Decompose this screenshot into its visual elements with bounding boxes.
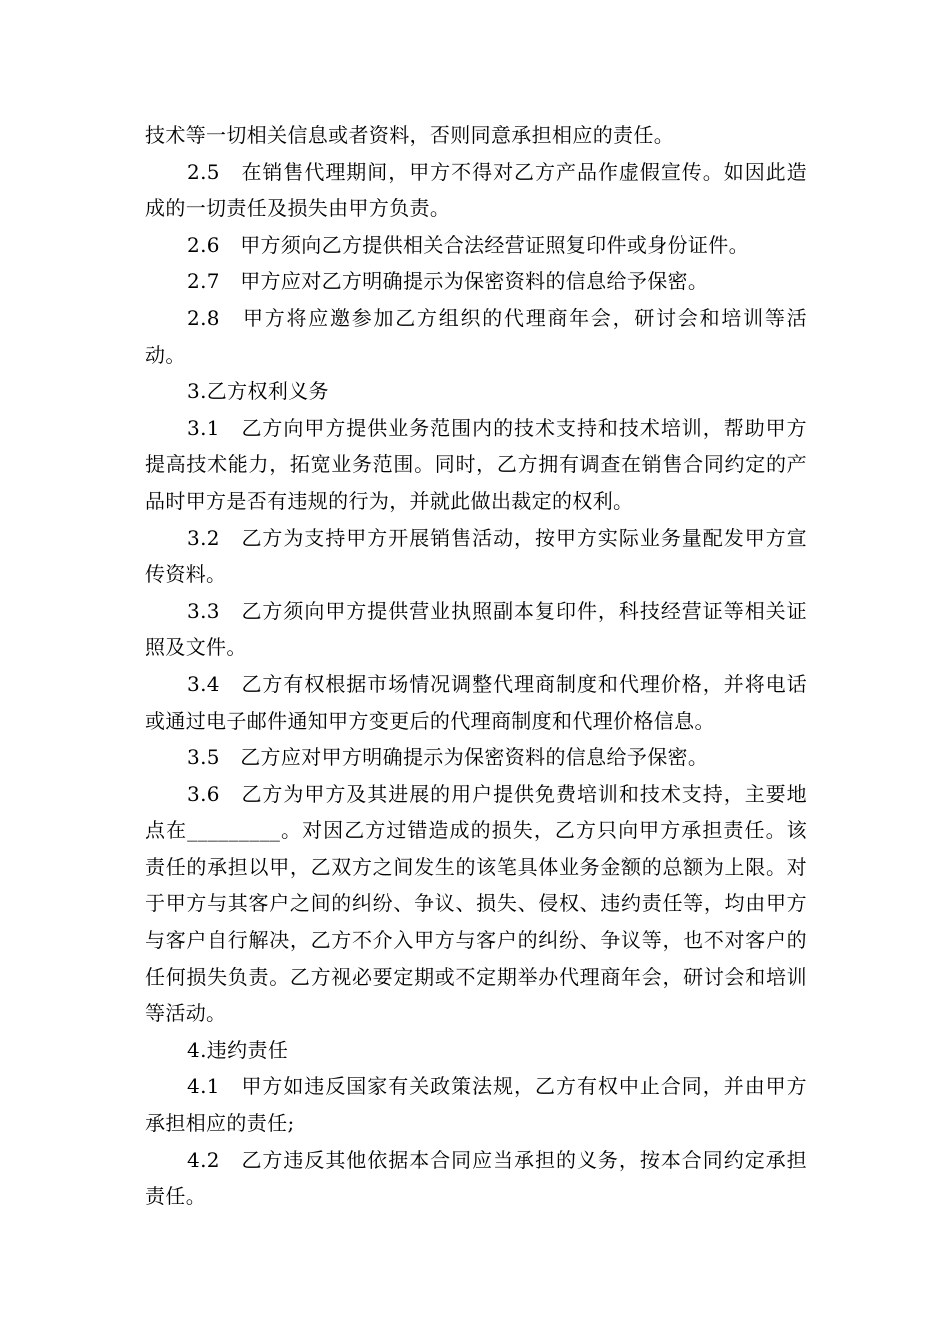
clause-2-6: 2.6 甲方须向乙方提供相关合法经营证照复印件或身份证件。 [187, 232, 749, 257]
contract-body [145, 117, 807, 1215]
clause-3-3: 3.3 乙方须向甲方提供营业执照副本复印件，科技经营证等相关证照及文件。 [145, 598, 807, 660]
clause-4-1: 4.1 甲方如违反国家有关政策法规，乙方有权中止合同，并由甲方承担相应的责任; [145, 1074, 807, 1136]
clause-2-8: 2.8 甲方将应邀参加乙方组织的代理商年会，研讨会和培训等活动。 [145, 305, 807, 367]
paragraph: 技术等一切相关信息或者资料，否则同意承担相应的责任。 [145, 123, 675, 147]
clause-3-1: 3.1 乙方向甲方提供业务范围内的技术支持和技术培训，帮助甲方提高技术能力，拓宽业务范围。同时，乙方拥有调查在销售合同约定的产品时甲方是否有违规的行为，并就此做出裁定的权利。 [145, 415, 807, 513]
section-3-heading: 3.乙方权利义务 [187, 379, 329, 404]
clause-3-4: 3.4 乙方有权根据市场情况调整代理商制度和代理价格，并将电话或通过电子邮件通知甲方变更后的代理商制度和代理价格信息。 [145, 671, 807, 733]
clause-2-7: 2.7 甲方应对乙方明确提示为保密资料的信息给予保密。 [187, 269, 709, 294]
clause-3-5: 3.5 乙方应对甲方明确提示为保密资料的信息给予保密。 [187, 745, 709, 770]
clause-2-5: 2.5 在销售代理期间，甲方不得对乙方产品作虚假宣传。如因此造成的一切责任及损失由甲方负责。 [145, 159, 807, 221]
clause-4-2: 4.2 乙方违反其他依据本合同应当承担的义务，按本合同约定承担责任。 [145, 1147, 807, 1209]
clause-3-2: 3.2 乙方为支持甲方开展销售活动，按甲方实际业务量配发甲方宣传资料。 [145, 525, 807, 587]
clause-3-6: 3.6 乙方为甲方及其进展的用户提供免费培训和技术支持，主要地点在_________。对因乙方过错造成的损失，乙方只向甲方承担责任。该责任的承担以甲，乙双方之间发生的该笔具体业务金额的总额为上限。对于甲方与其客户之间的纠纷、争议、损失、侵权、违约责任等，均由甲方与客户自行解决，乙方不介入甲方与客户的纠纷、争议等，也不对客户的任何损失负责。乙方视必要定期或不定期举办代理商年会，研讨会和培训等活动。 [145, 781, 807, 1026]
section-4-heading: 4.违约责任 [187, 1037, 289, 1062]
